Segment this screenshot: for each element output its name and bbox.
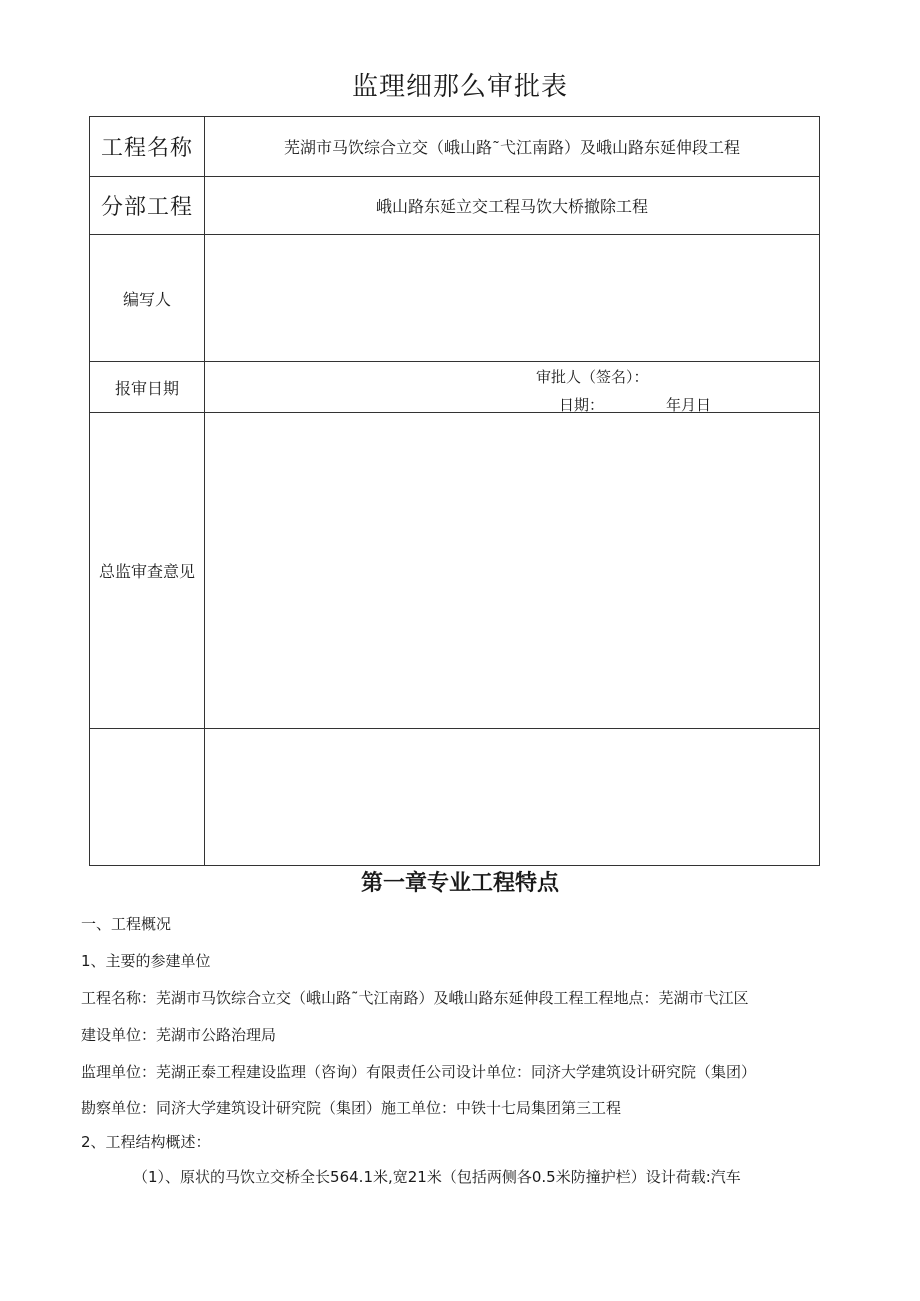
subsection-heading: 1、主要的参建单位	[81, 952, 211, 970]
paragraph-project-name: 工程名称：芜湖市马饮综合立交（峨山路˜弋江南路）及峨山路东延伸段工程工程地点：芜湖市弋江区	[81, 989, 749, 1007]
form-title: 监理细那么审批表	[351, 72, 568, 102]
paragraph-builder: 建设单位：芜湖市公路治理局	[81, 1026, 277, 1044]
form-row-author	[90, 235, 820, 362]
submit-date-label: 报审日期	[90, 362, 205, 413]
paragraph-survey: 勘察单位：同济大学建筑设计研究院（集团）施工单位：中铁十七局集团第三工程	[81, 1099, 622, 1117]
approval-cell[interactable]	[205, 362, 820, 413]
author-value[interactable]	[205, 235, 820, 362]
form-row-submit-date	[90, 362, 820, 413]
form-row-project-name	[90, 117, 820, 177]
subsection-structure: 2、工程结构概述：	[81, 1133, 211, 1151]
sub-project-value: 峨山路东延立交工程马饮大桥撤除工程	[205, 177, 820, 235]
project-name-label: 工程名称	[90, 117, 205, 177]
author-label: 编写人	[90, 235, 205, 362]
sub-project-label: 分部工程	[90, 177, 205, 235]
chief-opinion-label: 总监审查意见	[90, 413, 205, 729]
paragraph-structure-1: （1）、原状的马饮立交桥全长564.1米,宽21米（包括两侧各0.5米防撞护栏）设计荷载:汽车	[133, 1168, 741, 1186]
approval-form-table	[89, 116, 820, 866]
form-row-sub-project	[90, 177, 820, 235]
project-name-value: 芜湖市马饮综合立交（峨山路˜弋江南路）及峨山路东延伸段工程	[205, 117, 820, 177]
approver-signature-label: 审批人（签名）：	[536, 368, 649, 386]
chapter-body	[81, 906, 831, 1196]
section-heading: 一、工程概况	[81, 915, 172, 933]
form-row-blank	[90, 729, 820, 866]
chapter-title: 第一章专业工程特点	[360, 871, 559, 896]
form-row-chief-opinion	[90, 413, 820, 729]
approval-date-suffix: 年月日	[666, 396, 712, 414]
blank-label	[90, 729, 205, 866]
chief-opinion-value[interactable]	[205, 413, 820, 729]
paragraph-supervisor: 监理单位：芜湖正泰工程建设监理（咨询）有限责任公司设计单位：同济大学建筑设计研究院（集团）	[81, 1063, 757, 1081]
approval-date-line	[559, 394, 711, 415]
blank-value[interactable]	[205, 729, 820, 866]
approval-date-label: 日期：	[559, 396, 605, 414]
